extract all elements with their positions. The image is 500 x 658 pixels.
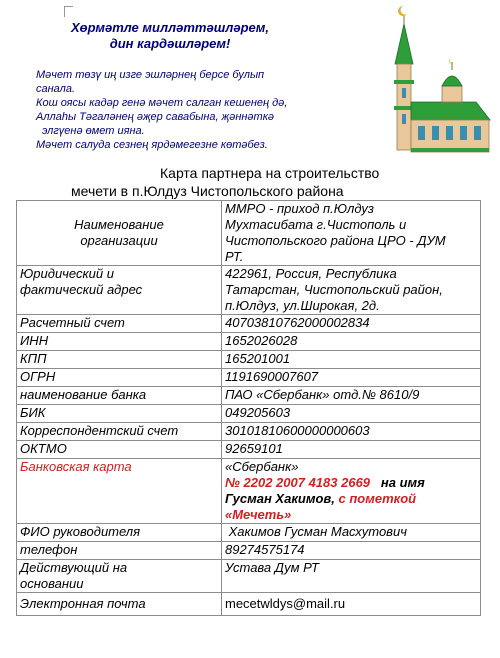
basis-label [17,560,222,593]
oktmo-value: 92659101 [222,441,481,459]
bank-card-value [222,459,481,524]
mosque-illustration [372,2,496,156]
phone-label: телефон [17,542,222,560]
director-value [222,524,481,542]
address-value [222,266,481,315]
email-value[interactable]: mecetwldys@mail.ru [222,593,481,616]
table-row [17,315,481,333]
greeting-line-2: дин кардәшләрем! [109,36,231,51]
table-row [17,593,481,616]
basis-label-line-2: основании [20,576,84,591]
email-label: Электронная почта [17,593,222,616]
bik-label: БИК [17,405,222,423]
table-row [17,423,481,441]
card-title-line-2: мечети в п.Юлдуз Чистопольского района [71,183,344,199]
org-name-value-line-2: Мухтасибата г.Чистополь и [225,217,407,232]
card-title-line-1: Карта партнера на строительство [160,165,380,181]
corr-account-value: 30101810600000000603 [222,423,481,441]
address-label [17,266,222,315]
address-label-line-1: Юридический и [20,266,114,281]
table-row [17,405,481,423]
account-value: 40703810762000002834 [222,315,481,333]
address-value-line-3: п.Юлдуз, ул.Широкая, 2д. [225,298,380,313]
greeting-heading [0,20,340,52]
bank-card-label: Банковская карта [17,459,222,524]
org-name-label [17,201,222,266]
ogrn-value: 1191690007607 [222,369,481,387]
org-name-value-line-1: ММРО - приход п.Юлдуз [225,201,374,216]
table-row [17,333,481,351]
card-title [0,164,500,200]
corner-crop-mark [64,6,73,17]
corr-account-label: Корреспондентский счет [17,423,222,441]
partner-card-table [16,200,481,616]
org-name-value-line-4: РТ. [225,249,244,264]
bank-card-mark-text: с пометкой [338,491,417,506]
org-name-label-line-1: Наименование [74,217,164,232]
org-name-label-line-2: организации [80,233,158,248]
table-row [17,560,481,593]
appeal-line-4: Аллаһы Тәгаләнең әҗер савабына, җәннәткә [36,111,275,123]
table-row [17,459,481,524]
inn-label: ИНН [17,333,222,351]
table-row [17,524,481,542]
bank-card-mark-value: «Мечеть» [225,507,292,522]
bik-value: 049205603 [222,405,481,423]
bank-card-number-line [225,475,477,491]
inn-value: 1652026028 [222,333,481,351]
appeal-text [36,68,366,152]
bank-name-value: ПАО «Сбербанк» отд.№ 8610/9 [222,387,481,405]
address-value-line-1: 422961, Россия, Республика [225,266,397,281]
org-name-value [222,201,481,266]
bank-name-label: наименование банка [17,387,222,405]
table-row [17,369,481,387]
table-row [17,266,481,315]
appeal-line-6: Мәчет салуда сезнең ярдәмегезне көтәбез. [36,139,268,151]
appeal-line-5: элгүенә өмет ияна. [42,125,145,137]
address-label-line-2: фактический адрес [20,282,143,297]
bank-card-number-prefix: № [225,475,244,490]
table-row [17,351,481,369]
bank-card-holder: Гусман Хакимов, [225,491,335,506]
appeal-line-3: Кош оясы кадәр генә мәчет салган кешенең дә, [36,97,288,109]
table-row [17,542,481,560]
table-row [17,441,481,459]
director-value-text: Хакимов Гусман Масхутович [228,524,407,539]
bank-card-bank: «Сбербанк» [225,459,299,474]
table-row [17,201,481,266]
org-name-value-line-3: Чистопольского района ЦРО - ДУМ [225,233,446,248]
phone-value[interactable]: 89274575174 [222,542,481,560]
basis-value: Устава Дум РТ [222,560,481,593]
appeal-line-1: Мәчет төзү иң изге эшләрнең берсе булып [36,69,265,81]
greeting-line-1: Хөрмәтле милләттәшләрем, [71,20,269,35]
bank-card-holder-line [225,491,477,507]
appeal-line-2: санала. [36,83,76,95]
account-label: Расчетный счет [17,315,222,333]
basis-label-line-1: Действующий на [20,560,128,575]
address-value-line-2: Татарстан, Чистопольский район, [225,282,443,297]
table-row [17,387,481,405]
oktmo-label: ОКТМО [17,441,222,459]
director-label: ФИО руководителя [17,524,222,542]
bank-card-in-name: на имя [380,475,425,490]
bank-card-number: 2202 2007 4183 2669 [243,475,371,490]
ogrn-label: ОГРН [17,369,222,387]
kpp-value: 165201001 [222,351,481,369]
kpp-label: КПП [17,351,222,369]
